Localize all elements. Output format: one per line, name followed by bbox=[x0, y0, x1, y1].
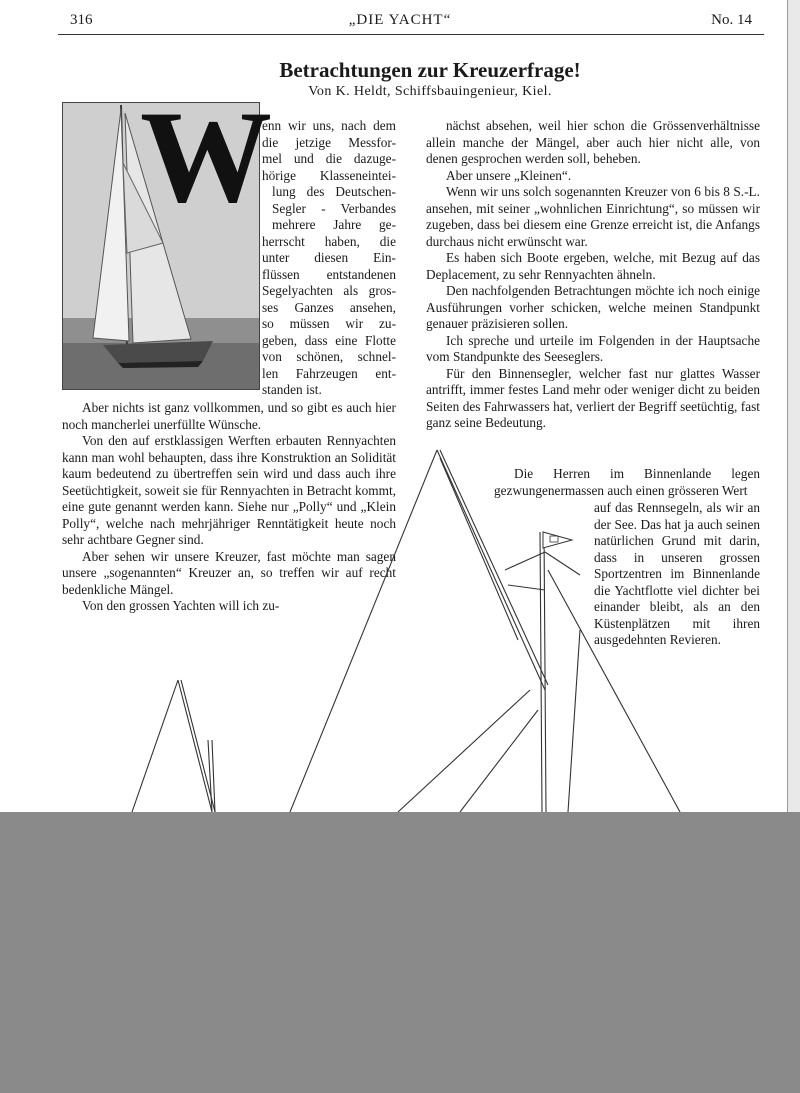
paragraph: Aber sehen wir unsere Kreuzer, fast möchte man sagen unsere „sogenannten“ Kreuzer an, so treffen wir auf recht bedenkliche Mängel. bbox=[62, 548, 396, 597]
text-line: herrscht haben, die bbox=[262, 233, 396, 249]
paragraph: Wenn wir uns solch sogenannten Kreuzer von 6 bis 8 S.-L. ansehen, mit seiner „wohnlichen Einrichtung“, so müssen wir zugeben, dass bei diesem eine Grenze erreicht ist, die Anfangs durchaus nicht erwünscht war. bbox=[426, 184, 760, 249]
drop-cap: W bbox=[140, 83, 272, 230]
yacht-rigging-drawing bbox=[0, 440, 800, 812]
paragraph: Von den auf erstklassigen Werften erbauten Rennyachten kann man wohl behaupten, dass ihre Konstruktion an Solidität kaum bedeutend zu übertreffen sein wird und dass auch ihre Seetüchtigkeit, soweit sie für Rennyachten in Betracht kommt, eine gute genannt werden kann. Siehe nur „Polly“ und „Klein Polly“, welche nach mehrjähriger Renntätigkeit heute noch sehr achtbare Gegner sind. bbox=[62, 433, 396, 547]
text-line: ses Ganzes ansehen, bbox=[262, 299, 396, 315]
text-line: unter diesen Ein- bbox=[262, 250, 396, 265]
page-number: 316 bbox=[70, 12, 93, 28]
text-line: Segler - Verbandes bbox=[272, 200, 396, 216]
wrap-text-column bbox=[262, 118, 396, 399]
right-text-column bbox=[426, 118, 760, 432]
paragraph: Es haben sich Boote ergeben, welche, mit Bezug auf das Deplacement, zu sehr Rennyachten ähneln. bbox=[426, 250, 760, 282]
paragraph: auf das Rennsegeln, als wir an der See. Das hat ja auch seinen natürlichen Grund mit darin, dass in unseren grossen Sportzentren im Binnenlande die Yachtflotte viel dichter bei einander bleibt, als an den Küstenplätzen mit ihren ausgedehnten Revieren. bbox=[594, 500, 760, 647]
journal-title: „DIE YACHT“ bbox=[348, 12, 452, 28]
text-line: von schönen, schnel- bbox=[262, 349, 396, 364]
paragraph: Von den grossen Yachten will ich zu- bbox=[82, 598, 280, 613]
paragraph: nächst absehen, weil hier schon die Grössenverhältnisse allein manche der Mängel, aber auch hier nicht alle, von denen gesprochen werden soll, beheben. bbox=[426, 118, 760, 166]
paragraph: Den nachfolgenden Betrachtungen möchte ich noch einige Ausführungen vorher schicken, welche meinen Standpunkt genauer präzisieren sollen. bbox=[426, 283, 760, 331]
text-line: mel und die dazuge- bbox=[262, 151, 396, 166]
paragraph: Für den Binnensegler, welcher fast nur glattes Wasser antrifft, immer festes Land mehr oder weniger dicht zu beiden Seiten des Fahrwassers hat, verliert der Begriff seetüchtig, fast ganz seine Bedeutung. bbox=[426, 365, 760, 430]
header-rule bbox=[58, 34, 764, 35]
issue-number: No. 14 bbox=[711, 12, 752, 28]
text-line: hörige Klasseneintei- bbox=[262, 167, 396, 183]
text-line: so müssen wir zu- bbox=[262, 316, 396, 331]
text-line: Segelyachten als gros- bbox=[262, 283, 396, 298]
paragraph: Aber unsere „Kleinen“. bbox=[446, 167, 572, 183]
paragraph: Aber nichts ist ganz vollkommen, und so gibt es auch hier noch mancherlei unerfüllte Wünsche. bbox=[62, 400, 396, 432]
paragraph: Die Herren im Binnenlande legen gezwungenermassen auch einen grösseren Wert bbox=[494, 466, 760, 498]
article-title: Betrachtungen zur Kreuzerfrage! bbox=[279, 58, 581, 82]
article-byline: Von K. Heldt, Schiffsbauingenieur, Kiel. bbox=[308, 84, 552, 99]
text-line: mehrere Jahre ge- bbox=[272, 217, 396, 232]
text-line: enn wir uns, nach dem bbox=[262, 118, 396, 133]
text-line: geben, dass eine Flotte bbox=[262, 332, 396, 348]
text-line: lung des Deutschen- bbox=[272, 184, 396, 199]
text-line: flüssen entstandenen bbox=[262, 266, 396, 282]
text-line: standen ist. bbox=[262, 382, 322, 397]
scan-background bbox=[0, 812, 800, 1093]
text-line: die jetzige Messfor- bbox=[262, 134, 396, 150]
text-line: len Fahrzeugen ent- bbox=[262, 365, 396, 381]
paragraph: Ich spreche und urteile im Folgenden in der Hauptsache vom Standpunkte des Seeseglers. bbox=[426, 332, 760, 364]
